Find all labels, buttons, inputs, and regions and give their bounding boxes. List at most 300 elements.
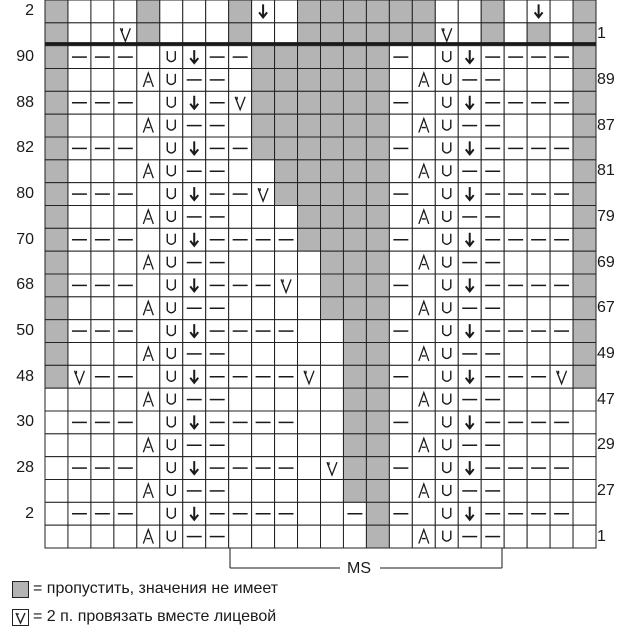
grid-cell <box>435 388 458 411</box>
grid-cell <box>343 411 366 434</box>
grid-cell <box>389 434 412 457</box>
grid-cell <box>229 480 252 503</box>
grid-cell <box>412 0 435 23</box>
grid-cell <box>343 183 366 206</box>
grid-cell <box>573 206 596 229</box>
grid-cell <box>91 434 114 457</box>
grid-cell <box>45 160 68 183</box>
grid-cell <box>298 46 321 69</box>
grid-cell <box>573 251 596 274</box>
grid-cell <box>298 480 321 503</box>
grid-cell <box>343 274 366 297</box>
grid-cell <box>343 388 366 411</box>
grid-cell <box>389 525 412 548</box>
grid-cell <box>366 251 389 274</box>
grid-cell <box>298 502 321 525</box>
grid-cell <box>160 206 183 229</box>
grid-cell <box>45 434 68 457</box>
row-number-left: 80 <box>16 185 34 203</box>
grid-cell <box>321 228 344 251</box>
grid-cell <box>160 388 183 411</box>
grid-cell <box>160 0 183 23</box>
grid-cell <box>435 91 458 114</box>
grid-cell <box>343 160 366 183</box>
grid-cell <box>366 411 389 434</box>
grid-cell <box>137 411 160 434</box>
grid-cell <box>321 388 344 411</box>
grid-cell <box>137 183 160 206</box>
grid-cell <box>366 137 389 160</box>
grid-cell <box>412 502 435 525</box>
grid-cell <box>275 91 298 114</box>
row-number-left: 82 <box>16 139 34 157</box>
grid-cell <box>366 434 389 457</box>
grid-cell <box>275 183 298 206</box>
grid-cell <box>321 274 344 297</box>
grid-cell <box>275 525 298 548</box>
grid-cell <box>504 114 527 137</box>
grid-cell <box>68 434 91 457</box>
grid-cell <box>68 114 91 137</box>
grid-cell <box>252 91 275 114</box>
grid-cell <box>229 69 252 92</box>
grid-cell <box>275 160 298 183</box>
grid-cell <box>298 434 321 457</box>
grid-cell <box>45 502 68 525</box>
grid-cell <box>435 411 458 434</box>
grid-cell <box>527 297 550 320</box>
grid-cell <box>550 206 573 229</box>
row-number-right: 67 <box>597 299 615 317</box>
grid-cell <box>527 69 550 92</box>
legend-gray-text: = пропустить, значения не имеет <box>33 580 279 597</box>
grid-cell <box>321 434 344 457</box>
grid-cell <box>573 137 596 160</box>
grid-cell <box>435 480 458 503</box>
grid-cell <box>573 183 596 206</box>
grid-cell <box>435 457 458 480</box>
grid-cell <box>68 160 91 183</box>
row-number-right: 1 <box>597 25 606 43</box>
grid-cell <box>45 137 68 160</box>
grid-cell <box>504 160 527 183</box>
row-number-right: 49 <box>597 344 615 362</box>
grid-cell <box>389 114 412 137</box>
grid-cell <box>366 160 389 183</box>
grid-cell <box>275 206 298 229</box>
legend-gray <box>12 580 278 598</box>
grid-cell <box>366 502 389 525</box>
row-number-right: 87 <box>597 116 615 134</box>
grid-cell <box>389 343 412 366</box>
grid-cell <box>114 388 137 411</box>
grid-cell <box>389 206 412 229</box>
grid-cell <box>321 91 344 114</box>
grid-cell <box>573 114 596 137</box>
grid-cell <box>137 228 160 251</box>
grid-cell <box>366 46 389 69</box>
grid-cell <box>527 206 550 229</box>
row-number-right: 27 <box>597 481 615 499</box>
grid-cell <box>298 183 321 206</box>
grid-cell <box>229 525 252 548</box>
grid-cell <box>573 388 596 411</box>
grid-cell <box>321 343 344 366</box>
grid-cell <box>366 480 389 503</box>
grid-cell <box>412 137 435 160</box>
grid-cell <box>160 525 183 548</box>
grid-cell <box>573 274 596 297</box>
grid-cell <box>343 206 366 229</box>
grid-cell <box>137 457 160 480</box>
grid-cell <box>45 480 68 503</box>
grid-cell <box>275 480 298 503</box>
grid-cell <box>343 525 366 548</box>
grid-cell <box>229 0 252 23</box>
grid-cell <box>343 91 366 114</box>
grid-cell <box>137 46 160 69</box>
grid-cell <box>458 0 481 23</box>
grid-cell <box>412 457 435 480</box>
grid-cell <box>45 457 68 480</box>
grid-cell <box>573 457 596 480</box>
grid-cell <box>252 114 275 137</box>
grid-cell <box>91 160 114 183</box>
grid-cell <box>160 114 183 137</box>
grid-cell <box>298 137 321 160</box>
grid-cell <box>435 365 458 388</box>
grid-cell <box>435 251 458 274</box>
row-number-left: 30 <box>16 413 34 431</box>
grid-cell <box>114 160 137 183</box>
grid-cell <box>343 320 366 343</box>
grid-cell <box>160 274 183 297</box>
grid-cell <box>45 0 68 23</box>
row-number-right: 29 <box>597 436 615 454</box>
grid-cell <box>435 502 458 525</box>
grid-cell <box>321 480 344 503</box>
grid-cell <box>321 137 344 160</box>
grid-cell <box>160 46 183 69</box>
grid-cell <box>343 46 366 69</box>
grid-cell <box>366 183 389 206</box>
grid-cell <box>366 525 389 548</box>
grid-cell <box>298 343 321 366</box>
grid-cell <box>550 343 573 366</box>
grid-cell <box>137 320 160 343</box>
grid-cell <box>298 411 321 434</box>
grid-cell <box>366 0 389 23</box>
grid-cell <box>160 434 183 457</box>
grid-cell <box>550 0 573 23</box>
grid-cell <box>366 114 389 137</box>
grid-cell <box>343 297 366 320</box>
k2tog-icon <box>12 609 29 626</box>
grid-cell <box>504 434 527 457</box>
grid-cell <box>389 251 412 274</box>
grid-cell <box>252 137 275 160</box>
grid-cell <box>573 46 596 69</box>
grid-cell <box>45 525 68 548</box>
row-number-left: 50 <box>16 322 34 340</box>
grid-cell <box>343 251 366 274</box>
row-number-right: 81 <box>597 162 615 180</box>
grid-cell <box>321 69 344 92</box>
grid-cell <box>114 0 137 23</box>
grid-cell <box>91 0 114 23</box>
grid-cell <box>45 320 68 343</box>
grid-cell <box>68 388 91 411</box>
grid-cell <box>45 365 68 388</box>
grid-cell <box>206 0 229 23</box>
grid-cell <box>252 343 275 366</box>
grid-cell <box>527 525 550 548</box>
grid-cell <box>321 251 344 274</box>
grid-cell <box>45 69 68 92</box>
grid-cell <box>275 69 298 92</box>
grid-cell <box>91 343 114 366</box>
grid-cell <box>527 251 550 274</box>
legend-k2tog <box>12 608 276 626</box>
grid-cell <box>573 434 596 457</box>
grid-cell <box>550 480 573 503</box>
grid-cell <box>91 297 114 320</box>
grid-cell <box>435 206 458 229</box>
grid-cell <box>550 69 573 92</box>
grid-cell <box>45 411 68 434</box>
grid-cell <box>275 251 298 274</box>
row-number-left: 2 <box>25 504 34 522</box>
row-number-left: 70 <box>16 230 34 248</box>
grid-cell <box>275 114 298 137</box>
grid-cell <box>68 69 91 92</box>
grid-cell <box>91 480 114 503</box>
grid-cell <box>573 297 596 320</box>
grid-cell <box>412 411 435 434</box>
grid-cell <box>137 0 160 23</box>
grid-cell <box>412 365 435 388</box>
grid-cell <box>435 525 458 548</box>
grid-cell <box>527 388 550 411</box>
grid-cell <box>68 343 91 366</box>
grid-cell <box>389 297 412 320</box>
grid-cell <box>160 183 183 206</box>
grid-cell <box>68 297 91 320</box>
grid-cell <box>160 343 183 366</box>
grid-cell <box>321 297 344 320</box>
grid-cell <box>343 434 366 457</box>
grid-cell <box>366 457 389 480</box>
grid-cell <box>366 274 389 297</box>
grid-cell <box>298 228 321 251</box>
grid-cell <box>435 274 458 297</box>
grid-cell <box>321 502 344 525</box>
grid-cell <box>550 388 573 411</box>
grid-cell <box>160 480 183 503</box>
grid-cell <box>298 114 321 137</box>
grid-cell <box>68 206 91 229</box>
grid-cell <box>435 297 458 320</box>
grid-cell <box>504 480 527 503</box>
ms-label: MS <box>347 560 371 577</box>
grid-cell <box>504 297 527 320</box>
grid-cell <box>435 137 458 160</box>
grid-cell <box>275 46 298 69</box>
grid-cell <box>366 297 389 320</box>
grid-cell <box>321 525 344 548</box>
grid-cell <box>573 480 596 503</box>
grid-cell <box>389 480 412 503</box>
grid-cell <box>504 69 527 92</box>
row-number-left: 68 <box>16 276 34 294</box>
grid-cell <box>550 114 573 137</box>
grid-cell <box>45 251 68 274</box>
grid-cell <box>229 206 252 229</box>
grid-cell <box>298 69 321 92</box>
grid-cell <box>183 0 206 23</box>
grid-cell <box>114 434 137 457</box>
grid-cell <box>114 343 137 366</box>
grid-cell <box>343 137 366 160</box>
grid-cell <box>366 91 389 114</box>
grid-cell <box>114 525 137 548</box>
grid-cell <box>160 297 183 320</box>
grid-cell <box>91 388 114 411</box>
grid-cell <box>275 137 298 160</box>
grid-cell <box>160 411 183 434</box>
grid-cell <box>298 388 321 411</box>
grid-cell <box>573 0 596 23</box>
grid-cell <box>321 46 344 69</box>
grid-cell <box>321 114 344 137</box>
grid-cell <box>389 0 412 23</box>
grid-cell <box>45 206 68 229</box>
grid-cell <box>366 228 389 251</box>
row-number-left: 88 <box>16 93 34 111</box>
grid-cell <box>160 251 183 274</box>
grid-cell <box>343 0 366 23</box>
grid-cell <box>412 91 435 114</box>
grid-cell <box>435 46 458 69</box>
grid-cell <box>298 297 321 320</box>
grid-cell <box>275 297 298 320</box>
grid-cell <box>229 343 252 366</box>
grid-cell <box>160 502 183 525</box>
grid-cell <box>45 274 68 297</box>
grid-cell <box>114 114 137 137</box>
grid-cell <box>343 457 366 480</box>
row-number-left: 90 <box>16 48 34 66</box>
grid-cell <box>137 137 160 160</box>
grid-cell <box>137 365 160 388</box>
grid-cell <box>573 69 596 92</box>
row-number-right: 79 <box>597 207 615 225</box>
grid-cell <box>160 228 183 251</box>
grid-cell <box>160 137 183 160</box>
grid-cell <box>366 388 389 411</box>
grid-cell <box>550 297 573 320</box>
grid-cell <box>321 206 344 229</box>
grid-cell <box>573 411 596 434</box>
grid-cell <box>412 320 435 343</box>
grid-cell <box>573 365 596 388</box>
grid-cell <box>114 251 137 274</box>
grid-cell <box>229 388 252 411</box>
grid-cell <box>321 411 344 434</box>
grid-cell <box>435 183 458 206</box>
grid-cell <box>114 69 137 92</box>
grid-cell <box>91 251 114 274</box>
grid-cell <box>366 320 389 343</box>
grid-cell <box>435 343 458 366</box>
grid-cell <box>229 251 252 274</box>
grid-cell <box>298 91 321 114</box>
grid-cell <box>298 0 321 23</box>
grid-cell <box>435 320 458 343</box>
grid-cell <box>321 0 344 23</box>
grid-cell <box>321 365 344 388</box>
grid-cell <box>389 160 412 183</box>
grid-cell <box>68 251 91 274</box>
grid-cell <box>435 434 458 457</box>
grid-cell <box>343 365 366 388</box>
grid-cell <box>298 274 321 297</box>
grid-cell <box>481 0 504 23</box>
grid-cell <box>389 69 412 92</box>
grid-cell <box>45 183 68 206</box>
grid-cell <box>137 502 160 525</box>
grid-cell <box>504 206 527 229</box>
grid-cell <box>160 69 183 92</box>
grid-cell <box>114 480 137 503</box>
grid-cell <box>527 480 550 503</box>
grid-cell <box>504 525 527 548</box>
grid-cell <box>137 274 160 297</box>
grid-cell <box>527 343 550 366</box>
grid-cell <box>527 160 550 183</box>
grid-cell <box>343 343 366 366</box>
grid-cell <box>343 114 366 137</box>
grid-cell <box>252 251 275 274</box>
grid-cell <box>229 160 252 183</box>
grid-cell <box>298 320 321 343</box>
grid-cell <box>275 434 298 457</box>
grid-cell <box>412 183 435 206</box>
grid-cell <box>275 343 298 366</box>
grid-cell <box>252 160 275 183</box>
grid-cell <box>229 297 252 320</box>
grid-cell <box>91 69 114 92</box>
grid-cell <box>275 388 298 411</box>
grid-cell <box>114 297 137 320</box>
grid-cell <box>91 114 114 137</box>
grid-cell <box>137 91 160 114</box>
grid-cell <box>573 525 596 548</box>
gray-square-icon <box>12 581 29 598</box>
grid-cell <box>573 228 596 251</box>
grid-cell <box>366 69 389 92</box>
legend-k2tog-text: = 2 п. провязать вместе лицевой <box>33 608 277 625</box>
grid-cell <box>573 502 596 525</box>
grid-cell <box>504 343 527 366</box>
grid-cell <box>412 46 435 69</box>
grid-cell <box>573 91 596 114</box>
grid-cell <box>45 114 68 137</box>
grid-cell <box>412 274 435 297</box>
grid-cell <box>275 0 298 23</box>
grid-cell <box>343 69 366 92</box>
grid-cell <box>68 480 91 503</box>
